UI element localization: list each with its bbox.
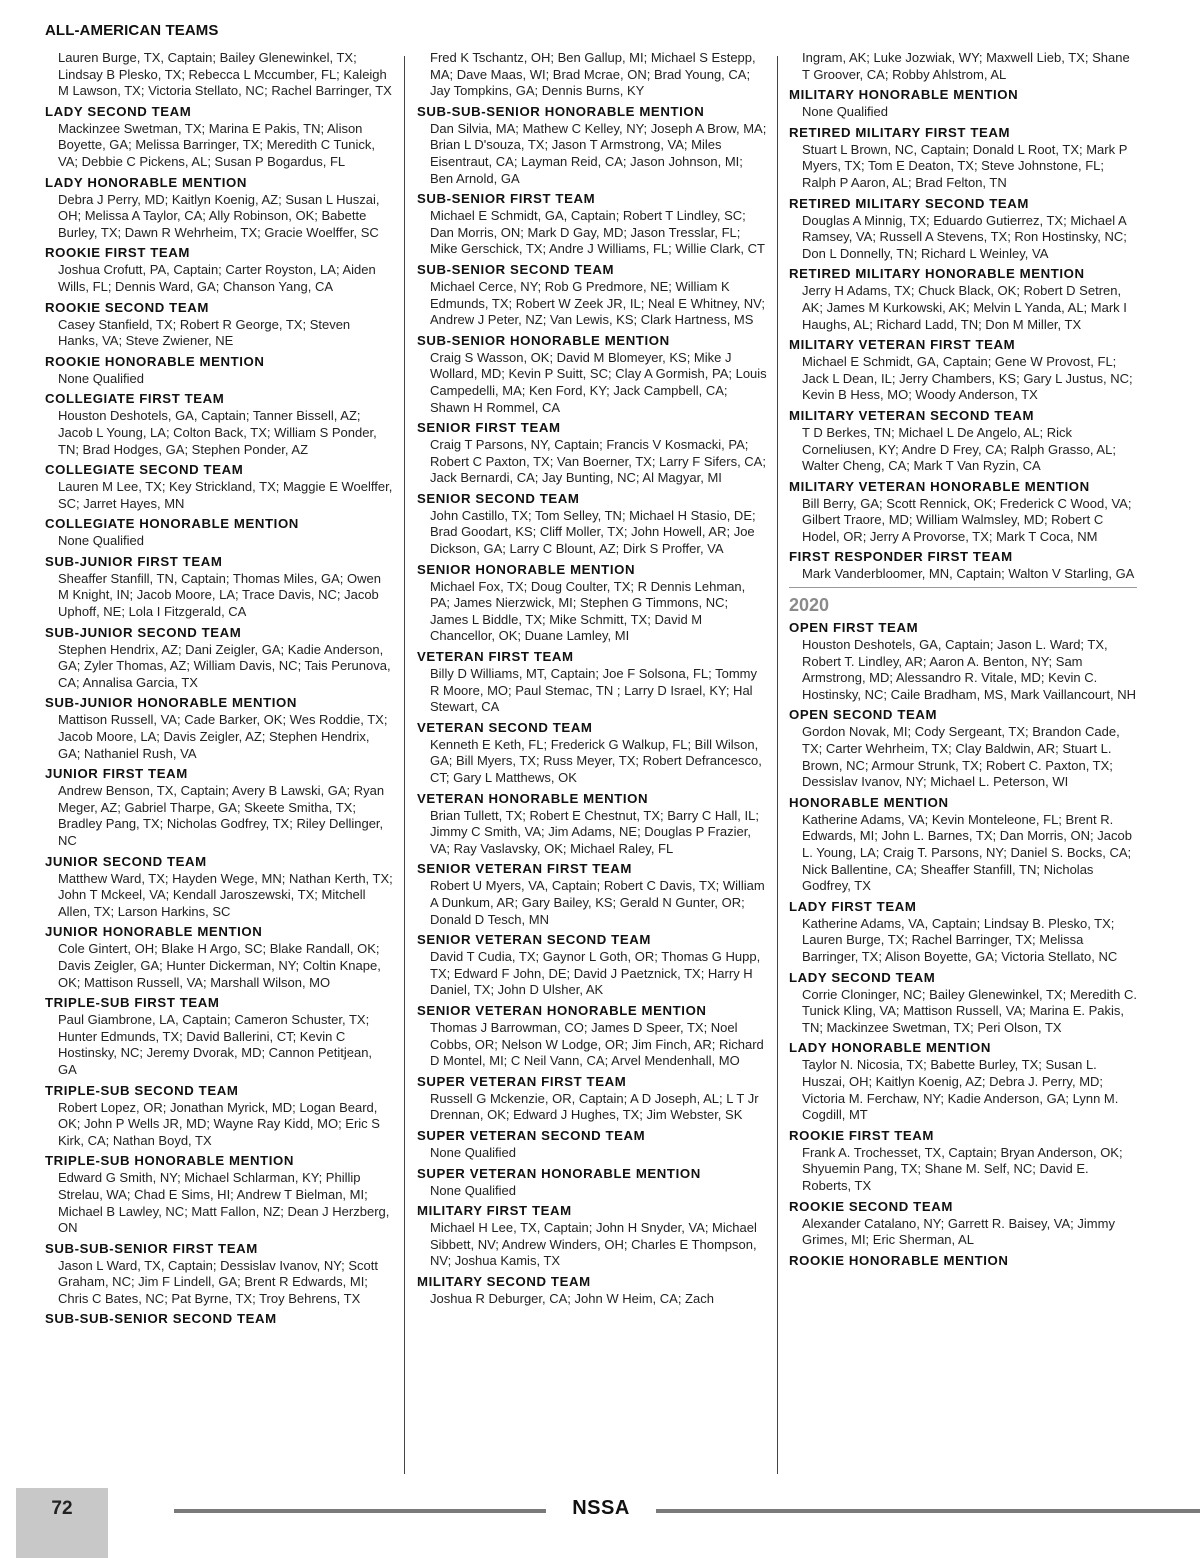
team-members: Houston Deshotels, GA, Captain; Tanner Bissell, AZ; Jacob L Young, LA; Colton Back, TX; William S Ponder, TN; Brad Hodges, GA; Stephen Ponder, AZ (58, 408, 377, 457)
team-members: Paul Giambrone, LA, Captain; Cameron Schuster, TX; Hunter Edmunds, TX; David Ballerini, CT; Kevin C Hostinsky, NC; Jeremy Dvorak, MD; Cannon Petitjean, GA (58, 1012, 373, 1077)
team-members: Fred K Tschantz, OH; Ben Gallup, MI; Michael S Estepp, MA; Dave Maas, WI; Brad Mcrae, ON; Brad Young, CA; Jay Tompkins, GA; Dennis Burns, KY (430, 50, 756, 99)
team-members: Douglas A Minnig, TX; Eduardo Gutierrez, TX; Michael A Ramsey, VA; Russell A Stevens, TX; Ron Hostinsky, NC; Don L Donnelly, TN; Richard L Weinley, VA (802, 212, 1127, 261)
section-heading: MILITARY VETERAN FIRST TEAM (789, 337, 1016, 353)
team-members: None Qualified (58, 370, 144, 386)
section-heading: MILITARY SECOND TEAM (417, 1273, 591, 1289)
column-1 (45, 50, 393, 1328)
section-heading: OPEN FIRST TEAM (789, 620, 919, 636)
team-members: T D Berkes, TN; Michael L De Angelo, AL; Rick Corneliusen, KY; Andre D Frey, CA; Ralph Grasso, AL; Walter Cheng, CA; Mark T Van Ryzin, CA (802, 424, 1116, 474)
team-members: Michael H Lee, TX, Captain; John H Snyder, VA; Michael Sibbett, NV; Andrew Winders, OH; Charles E Thompson, NV; Joshua Kamis, TX (430, 1220, 757, 1269)
section-heading: LADY SECOND TEAM (45, 103, 192, 119)
team-members: Lauren Burge, TX, Captain; Bailey Glenewinkel, TX; Lindsay B Plesko, TX; Rebecca L Mccumber, FL; Kaleigh M Lawson, TX; Victoria Stellato, NC; Rachel Barringer, TX (58, 50, 392, 99)
section-heading: SENIOR VETERAN SECOND TEAM (417, 932, 651, 948)
team-members: Edward G Smith, NY; Michael Schlarman, KY; Phillip Strelau, WA; Chad E Sims, HI; Andrew T Bielman, MI; Michael B Lawley, NC; Matt Fallon, NZ; Dean J Herzberg, ON (58, 1170, 390, 1236)
publication-brand: NSSA (572, 1497, 630, 1519)
team-members: Alexander Catalano, NY; Garrett R. Baisey, VA; Jimmy Grimes, MI; Eric Sherman, AL (802, 1215, 1115, 1248)
section-heading: SUB-SENIOR SECOND TEAM (417, 261, 615, 277)
section-heading: SUB-SENIOR FIRST TEAM (417, 191, 596, 207)
section-heading: RETIRED MILITARY FIRST TEAM (789, 124, 1011, 140)
section-heading: TRIPLE-SUB SECOND TEAM (45, 1082, 239, 1098)
team-members: Frank A. Trochesset, TX, Captain; Bryan Anderson, OK; Shyuemin Pang, TX; Shane M. Self, NC; David E. Roberts, TX (802, 1144, 1123, 1193)
page-title: ALL-AMERICAN TEAMS (45, 22, 219, 39)
section-heading: TRIPLE-SUB HONORABLE MENTION (45, 1153, 295, 1169)
section-heading: VETERAN SECOND TEAM (417, 719, 593, 735)
section-heading: SUB-SUB-SENIOR FIRST TEAM (45, 1240, 258, 1256)
team-members: None Qualified (58, 533, 144, 549)
year-heading: 2020 (789, 595, 830, 616)
section-heading: SUB-SUB-SENIOR SECOND TEAM (45, 1311, 277, 1327)
section-heading: SUB-JUNIOR HONORABLE MENTION (45, 695, 297, 711)
section-heading: COLLEGIATE SECOND TEAM (45, 462, 244, 478)
team-members: Andrew Benson, TX, Captain; Avery B Lawski, GA; Ryan Meger, AZ; Gabriel Tharpe, GA; Skeete Smitha, TX; Bradley Pang, TX; Nicholas Godfrey, TX; Riley Dellinger, NC (58, 783, 385, 848)
section-heading: ROOKIE HONORABLE MENTION (45, 353, 265, 369)
section-heading: ROOKIE HONORABLE MENTION (789, 1252, 1009, 1268)
team-members: Jerry H Adams, TX; Chuck Black, OK; Robert D Setren, AK; James M Kurkowski, AK; Melvin L Yanda, AL; Mark I Haughs, AL; Richard Ladd, TN; Don M Miller, TX (802, 283, 1127, 332)
section-heading: MILITARY HONORABLE MENTION (789, 87, 1019, 103)
team-members: Casey Stanfield, TX; Robert R George, TX; Steven Hanks, VA; Steve Zwiener, NE (58, 316, 351, 349)
team-members: Katherine Adams, VA; Kevin Monteleone, FL; Brent R. Edwards, MI; John L. Barnes, TX; Dan Morris, ON; Jacob L. Young, LA; Craig T. Parsons, NY; Daniel S. Bocks, CA; Nick Ballentine, CA; Sheaffer Stanfill, TN; Nicholas Godfrey, TX (802, 811, 1132, 894)
section-heading: SUPER VETERAN HONORABLE MENTION (417, 1165, 701, 1181)
team-members: Corrie Cloninger, NC; Bailey Glenewinkel, TX; Meredith C. Tunick Kling, VA; Mattison Russell, VA; Marina E. Pakis, TN; Mackinzee Swetman, TX; Peri Olson, TX (802, 986, 1138, 1035)
team-members: Matthew Ward, TX; Hayden Wege, MN; Nathan Kerth, TX; John T Mckeel, VA; Kendall Jaroszewski, TX; Mitchell Allen, TX; Larson Harkins, SC (58, 870, 393, 919)
team-members: None Qualified (430, 1144, 516, 1160)
team-members: Michael E Schmidt, GA, Captain; Gene W Provost, FL; Jack L Dean, IL; Jerry Chambers, KS; Gary L Justus, NC; Kevin B Hess, MO; Woody Anderson, TX (802, 354, 1133, 403)
section-heading: SUB-SENIOR HONORABLE MENTION (417, 332, 670, 348)
section-heading: OPEN SECOND TEAM (789, 707, 938, 723)
section-heading: VETERAN FIRST TEAM (417, 649, 574, 665)
team-members: Brian Tullett, TX; Robert E Chestnut, TX; Barry C Hall, IL; Jimmy C Smith, VA; Jim Adams, NE; Douglas P Frazier, VA; Ray Vaslavsky, OK; Michael Raley, FL (430, 807, 759, 856)
team-members: Robert Lopez, OR; Jonathan Myrick, MD; Logan Beard, OK; John P Wells JR, MD; Wayne Ray Kidd, MO; Eric S Kirk, CA; Nathan Boyd, TX (58, 1099, 380, 1148)
team-members: Mackinzee Swetman, TX; Marina E Pakis, TN; Alison Boyette, GA; Melissa Barringer, TX; Meredith C Tunick, VA; Debbie C Pickens, AL; Susan P Bogardus, FL (58, 120, 375, 169)
team-members: Craig S Wasson, OK; David M Blomeyer, KS; Mike J Wollard, MD; Kevin P Suitt, SC; Clay A Gormish, PA; Louis Campedelli, MA; Ken Ford, KY; Jack Campbell, CA; Shawn H Rommel, CA (430, 349, 767, 415)
team-members: John Castillo, TX; Tom Selley, TN; Michael H Stasio, DE; Brad Goodart, KS; Cliff Moller, TX; John Howell, AR; Joe Dickson, GA; Larry C Blount, AZ; Dirk S Proffer, VA (430, 507, 756, 557)
team-members: None Qualified (802, 104, 888, 120)
team-members: Cole Gintert, OH; Blake H Argo, SC; Blake Randall, OK; Davis Zeigler, GA; Hunter Dickerman, NY; Coltin Knape, OK; Mattison Russell, VA; Marshall Wilson, MO (58, 941, 381, 990)
section-heading: SUB-SUB-SENIOR HONORABLE MENTION (417, 103, 705, 119)
section-heading: ROOKIE FIRST TEAM (789, 1127, 935, 1143)
section-heading: SENIOR VETERAN FIRST TEAM (417, 861, 633, 877)
section-heading: ROOKIE SECOND TEAM (789, 1198, 953, 1214)
team-members: Joshua Crofutt, PA, Captain; Carter Royston, LA; Aiden Wills, FL; Dennis Ward, GA; Chanson Yang, CA (58, 262, 376, 294)
section-heading: SENIOR VETERAN HONORABLE MENTION (417, 1002, 707, 1018)
section-heading: LADY FIRST TEAM (789, 898, 917, 914)
section-heading: SENIOR HONORABLE MENTION (417, 561, 636, 577)
section-heading: ROOKIE FIRST TEAM (45, 245, 191, 261)
section-heading: VETERAN HONORABLE MENTION (417, 790, 649, 806)
team-members: Gordon Novak, MI; Cody Sergeant, TX; Brandon Cade, TX; Carter Wehrheim, TX; Clay Baldwin, AR; Stuart L. Brown, NC; Armour Strunk, TX; Robert C. Paxton, TX; Dessislav Ivanov, NY; Michael L. Peterson, WI (802, 724, 1120, 790)
column-3 (789, 50, 1137, 1270)
team-members: Dan Silvia, MA; Mathew C Kelley, NY; Joseph A Brow, MA; Brian L D'souza, TX; Jason T Armstrong, VA; Miles Eisentraut, CA; Layman Reid, CA; Jason Johnson, MI; Ben Arnold, GA (430, 120, 767, 186)
team-members: None Qualified (430, 1182, 516, 1198)
section-heading: MILITARY FIRST TEAM (417, 1203, 572, 1219)
team-members: Mark Vanderbloomer, MN, Captain; Walton V Starling, GA (802, 566, 1135, 582)
section-heading: SUB-JUNIOR FIRST TEAM (45, 553, 223, 569)
team-members: Stephen Hendrix, AZ; Dani Zeigler, GA; Kadie Anderson, GA; Zyler Thomas, AZ; William Davis, NC; Tais Perunova, CA; Annalisa Garcia, TX (58, 641, 391, 690)
section-heading: SENIOR SECOND TEAM (417, 490, 580, 506)
team-members: Michael Cerce, NY; Rob G Predmore, NE; William K Edmunds, TX; Robert W Zeek JR, IL; Neal E Whitney, NV; Andrew J Peter, NZ; Van Lewis, KS; Clark Hartness, MS (430, 278, 765, 328)
team-members: Taylor N. Nicosia, TX; Babette Burley, TX; Susan L. Huszai, OH; Kaitlyn Koenig, AZ; Debra J. Perry, MD; Victoria M. Ferchaw, NY; Kadie Anderson, GA; Lynn M. Cogdill, MT (802, 1057, 1119, 1123)
section-heading: SENIOR FIRST TEAM (417, 420, 561, 436)
footer-rule (174, 1509, 546, 1513)
section-heading: MILITARY VETERAN SECOND TEAM (789, 407, 1035, 423)
column-divider (777, 56, 778, 1474)
team-members: Michael Fox, TX; Doug Coulter, TX; R Dennis Lehman, PA; James Nierzwick, MI; Stephen G Timmons, NC; James L Biddle, TX; Mike Schmitt, TX; David M Chancellor, OK; Duane Lamley, MI (430, 578, 746, 644)
team-members: Michael E Schmidt, GA, Captain; Robert T Lindley, SC; Dan Morris, ON; Mark D Gay, MD; Jason Tresslar, FL; Mike Gerschick, TX; Andre J Williams, FL; Willie Clark, CT (430, 208, 765, 257)
section-heading: SUPER VETERAN SECOND TEAM (417, 1127, 646, 1143)
team-members: Kenneth E Keth, FL; Frederick G Walkup, FL; Bill Wilson, GA; Bill Myers, TX; Russ Meyer, TX; Robert Defrancesco, CT; Gary L Matthews, OK (430, 736, 762, 785)
team-members: Bill Berry, GA; Scott Rennick, OK; Frederick C Wood, VA; Gilbert Traore, MD; William Walmsley, MD; Robert C Hodel, OR; Jerry A Provorse, TX; Mark T Coca, NM (802, 495, 1132, 544)
team-members: David T Cudia, TX; Gaynor L Goth, OR; Thomas G Hupp, TX; Edward F John, DE; David J Paetznick, TX; Harry H Daniel, TX; John D Ulsher, AK (430, 949, 761, 998)
footer-rule (656, 1509, 1200, 1513)
column-divider (404, 56, 405, 1474)
team-members: Sheaffer Stanfill, TN, Captain; Thomas Miles, GA; Owen M Knight, IN; Jacob Moore, LA; Trace Davis, NC; Jacob Uphoff, NE; Lola I Fitzgerald, CA (58, 570, 381, 620)
team-members: Mattison Russell, VA; Cade Barker, OK; Wes Roddie, TX; Jacob Moore, LA; Davis Zeigler, AZ; Stephen Hendrix, GA; Nathaniel Rush, VA (58, 712, 388, 761)
team-members: Thomas J Barrowman, CO; James D Speer, TX; Noel Cobbs, OR; Nelson W Lodge, OR; Jim Finch, AR; Richard D Montel, MI; C Neil Vann, CA; Arvel Mendenhall, MO (430, 1019, 764, 1069)
section-heading: COLLEGIATE HONORABLE MENTION (45, 516, 299, 532)
section-heading: JUNIOR FIRST TEAM (45, 766, 188, 782)
section-heading: SUB-JUNIOR SECOND TEAM (45, 624, 242, 640)
section-heading: RETIRED MILITARY HONORABLE MENTION (789, 266, 1085, 282)
team-members: Craig T Parsons, NY, Captain; Francis V Kosmacki, PA; Robert C Paxton, TX; Van Boerner, TX; Larry F Sifers, CA; Jack Bernardi, CA; Jay Bunting, NC; Al Magyar, MI (430, 437, 766, 486)
section-heading: LADY HONORABLE MENTION (789, 1040, 991, 1056)
team-members: Lauren M Lee, TX; Key Strickland, TX; Maggie E Woelffer, SC; Jarret Hayes, MN (58, 479, 393, 511)
team-members: Stuart L Brown, NC, Captain; Donald L Root, TX; Mark P Myers, TX; Tom E Deaton, TX; Steve Johnstone, FL; Ralph P Aaron, AL; Brad Felton, TN (802, 141, 1128, 190)
team-members: Houston Deshotels, GA, Captain; Jason L. Ward; TX, Robert T. Lindley, AR; Aaron A. Benton, NY; Sam Armstrong, MD; Alessandro R. Vitale, MD; Kevin C. Hostinsky, NC; Caile Bradham, MS, Mark Vaillancourt, NH (802, 637, 1137, 702)
team-members: Katherine Adams, VA, Captain; Lindsay B. Plesko, TX; Lauren Burge, TX; Rachel Barringer, TX; Melissa Barringer, TX; Alison Boyette, GA; Victoria Stellato, NC (802, 915, 1118, 964)
section-heading: ROOKIE SECOND TEAM (45, 299, 209, 315)
section-heading: JUNIOR SECOND TEAM (45, 853, 207, 869)
column-2 (417, 50, 767, 1310)
section-heading: COLLEGIATE FIRST TEAM (45, 391, 225, 407)
section-heading: LADY SECOND TEAM (789, 969, 936, 985)
team-members: Joshua R Deburger, CA; John W Heim, CA; Zach (430, 1290, 714, 1306)
section-heading: FIRST RESPONDER FIRST TEAM (789, 549, 1013, 565)
team-members: Jason L Ward, TX, Captain; Dessislav Ivanov, NY; Scott Graham, NC; Jim F Lindell, GA; Brent R Edwards, MI; Chris C Bates, NC; Pat Byrne, TX; Troy Behrens, TX (58, 1257, 378, 1306)
team-members: Debra J Perry, MD; Kaitlyn Koenig, AZ; Susan L Huszai, OH; Melissa A Taylor, CA; Ally Robinson, OK; Babette Burley, TX; Dawn R Wehrheim, TX; Gracie Woelffer, SC (58, 191, 380, 240)
section-heading: RETIRED MILITARY SECOND TEAM (789, 195, 1030, 211)
section-heading: JUNIOR HONORABLE MENTION (45, 924, 263, 940)
section-heading: HONORABLE MENTION (789, 794, 949, 810)
team-members: Ingram, AK; Luke Jozwiak, WY; Maxwell Lieb, TX; Shane T Groover, CA; Robby Ahlstrom, AL (802, 50, 1130, 82)
year-section (789, 587, 1137, 1270)
section-heading: TRIPLE-SUB FIRST TEAM (45, 995, 220, 1011)
section-heading: MILITARY VETERAN HONORABLE MENTION (789, 478, 1090, 494)
team-members: Billy D Williams, MT, Captain; Joe F Solsona, FL; Tommy R Moore, MO; Paul Stemac, TN ; Larry D Israel, KY; Hal Stewart, CA (430, 666, 758, 715)
page-number: 72 (51, 1498, 73, 1519)
team-members: Robert U Myers, VA, Captain; Robert C Davis, TX; William A Dunkum, AR; Gary Bailey, KS; Gerald N Gunter, OR; Donald D Tesch, MN (430, 878, 765, 927)
team-members: Russell G Mckenzie, OR, Captain; A D Joseph, AL; L T Jr Drennan, OK; Edward J Hughes, TX; Jim Webster, SK (430, 1090, 759, 1123)
section-heading: LADY HONORABLE MENTION (45, 174, 247, 190)
section-heading: SUPER VETERAN FIRST TEAM (417, 1073, 627, 1089)
